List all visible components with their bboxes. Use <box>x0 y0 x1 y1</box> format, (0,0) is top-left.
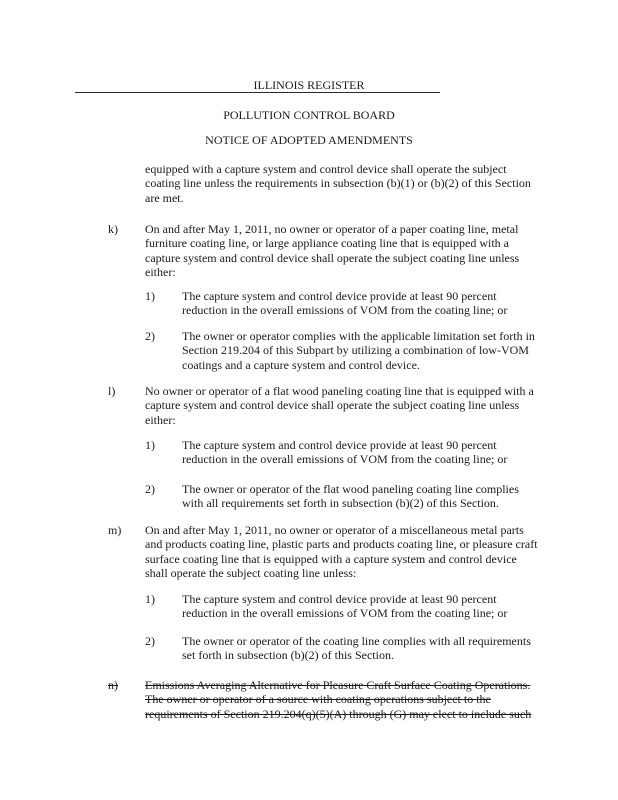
paragraph-line: furniture coating line, or large appliance coating line that is equipped with a <box>145 236 509 251</box>
paragraph-line: set forth in subsection (b)(2) of this Section. <box>182 648 394 663</box>
subsection-k-label: k) <box>108 222 118 236</box>
intro-paragraph <box>145 162 531 205</box>
item-l2-text <box>182 482 519 511</box>
subsection-l-label: l) <box>108 384 116 398</box>
paragraph-line: reduction in the overall emissions of VOM from the coating line; or <box>182 452 508 467</box>
header-rule <box>75 92 440 93</box>
item-m1-text <box>182 592 507 621</box>
paragraph-line: The owner or operator of the coating line complies with all requirements <box>182 634 531 648</box>
item-l1-label: 1) <box>145 438 155 452</box>
item-m1-label: 1) <box>145 592 155 606</box>
paragraph-line: reduction in the overall emissions of VOM from the coating line; or <box>182 606 508 621</box>
notice-title: NOTICE OF ADOPTED AMENDMENTS <box>205 133 413 147</box>
paragraph-line: capture system and control device shall operate the subject coating line unless <box>145 398 520 413</box>
item-k1-label: 1) <box>145 289 155 303</box>
subsection-l-text <box>145 384 534 427</box>
paragraph-line: The owner or operator complies with the applicable limitation set forth in <box>182 329 535 343</box>
board-name: POLLUTION CONTROL BOARD <box>223 108 395 122</box>
subsection-n-label: n) <box>108 678 118 692</box>
paragraph-line: No owner or operator of a flat wood paneling coating line that is equipped with a <box>145 384 534 398</box>
item-k1-text <box>182 289 507 318</box>
register-title: ILLINOIS REGISTER <box>253 78 365 92</box>
paragraph-line: coating line unless the requirements in subsection (b)(1) or (b)(2) of this Section <box>145 176 531 191</box>
paragraph-line: Section 219.204 of this Subpart by utilizing a combination of low-VOM <box>182 343 529 358</box>
paragraph-line: surface coating line that is equipped with a capture system and control device <box>145 551 517 566</box>
item-k2-text <box>182 329 535 372</box>
item-k2-label: 2) <box>145 329 155 343</box>
paragraph-line: with all requirements set forth in subsection (b)(2) of this Section. <box>182 496 499 511</box>
paragraph-line: The capture system and control device provide at least 90 percent <box>182 438 497 452</box>
subsection-n-text <box>145 678 531 721</box>
paragraph-line: equipped with a capture system and control device shall operate the subject <box>145 162 507 176</box>
paragraph-line: shall operate the subject coating line unless: <box>145 566 357 581</box>
paragraph-line: coatings and a capture system and control device. <box>182 357 420 372</box>
item-l1-text <box>182 438 507 467</box>
paragraph-line: The capture system and control device provide at least 90 percent <box>182 289 497 303</box>
subsection-k-text <box>145 222 519 280</box>
item-m2-label: 2) <box>145 634 155 648</box>
paragraph-line: either: <box>145 412 176 427</box>
subsection-m-label: m) <box>108 523 122 537</box>
paragraph-line: The owner or operator of a source with coating operations subject to the <box>145 692 491 707</box>
paragraph-line: capture system and control device shall operate the subject coating line unless <box>145 250 520 265</box>
item-m2-text <box>182 634 531 663</box>
paragraph-line: On and after May 1, 2011, no owner or operator of a paper coating line, metal <box>145 222 519 236</box>
paragraph-line: On and after May 1, 2011, no owner or operator of a miscellaneous metal parts <box>145 523 524 537</box>
paragraph-line: are met. <box>145 190 184 205</box>
paragraph-line: The capture system and control device provide at least 90 percent <box>182 592 497 606</box>
paragraph-line: either: <box>145 265 176 280</box>
paragraph-line: Emissions Averaging Alternative for Pleasure Craft Surface Coating Operations. <box>145 678 531 692</box>
paragraph-line: The owner or operator of the flat wood paneling coating line complies <box>182 482 519 496</box>
item-l2-label: 2) <box>145 482 155 496</box>
paragraph-line: and products coating line, plastic parts and products coating line, or pleasure craft <box>145 537 538 552</box>
paragraph-line: reduction in the overall emissions of VOM from the coating line; or <box>182 303 508 318</box>
paragraph-line: requirements of Section 219.204(q)(5)(A) through (G) may elect to include such <box>145 706 532 721</box>
subsection-m-text <box>145 523 538 581</box>
